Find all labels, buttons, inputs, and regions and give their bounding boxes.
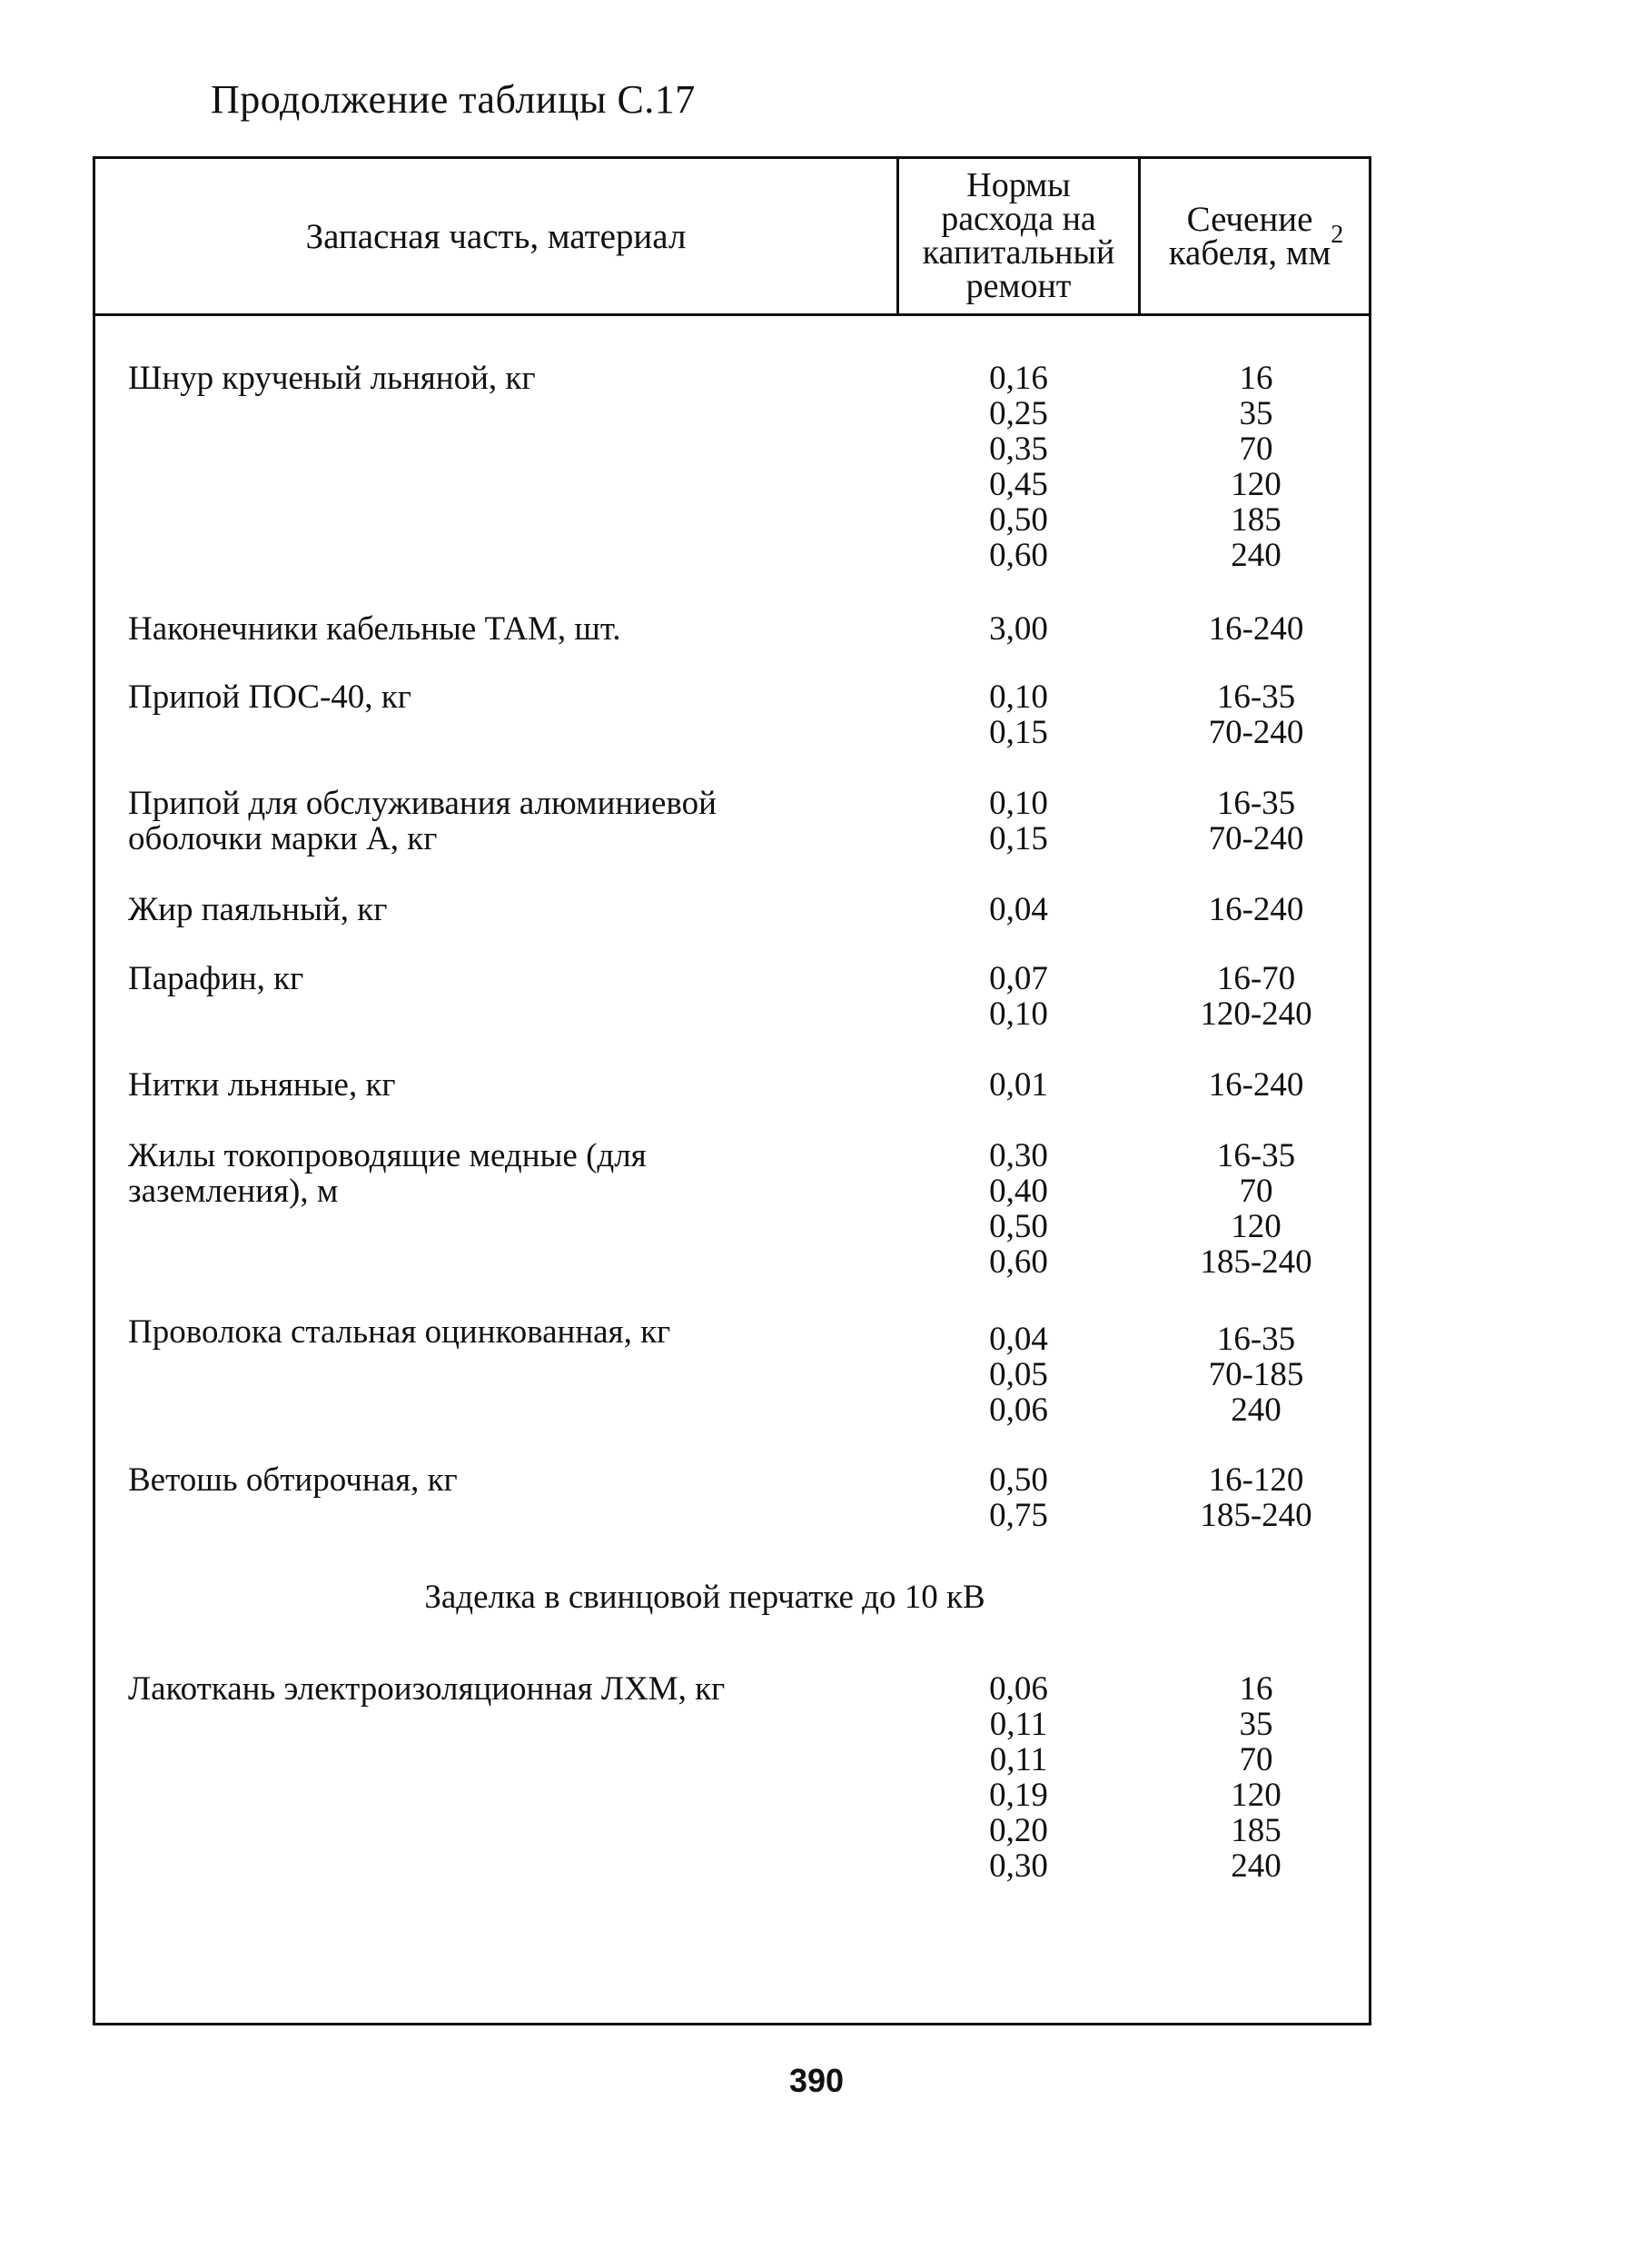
section-value: 70 xyxy=(1239,1741,1273,1778)
section-value: 16 xyxy=(1239,1670,1273,1708)
material-name: Парафин, кг xyxy=(128,960,304,997)
norm-value: 0,50 xyxy=(989,1208,1048,1245)
norm-value: 0,50 xyxy=(989,501,1048,539)
section-value: 70 xyxy=(1239,1173,1273,1210)
norm-value: 0,15 xyxy=(989,820,1048,857)
norm-value: 0,25 xyxy=(989,395,1048,432)
header-section-label: Сечение кабеля, мм xyxy=(1168,200,1331,272)
section-values xyxy=(1141,961,1371,1032)
section-value: 70-240 xyxy=(1208,820,1304,857)
norm-value: 0,05 xyxy=(989,1356,1048,1393)
section-value: 70-185 xyxy=(1208,1356,1304,1393)
norm-value: 0,20 xyxy=(989,1812,1048,1849)
norm-value: 0,75 xyxy=(989,1497,1048,1534)
norm-values xyxy=(899,679,1138,750)
norm-value: 0,10 xyxy=(989,785,1048,822)
section-value: 120-240 xyxy=(1200,995,1312,1033)
header-divider xyxy=(95,313,1369,316)
section-value: 35 xyxy=(1239,1706,1273,1743)
section-value: 16-240 xyxy=(1208,1066,1304,1104)
section-values xyxy=(1141,1462,1371,1533)
section-value: 185-240 xyxy=(1200,1243,1312,1281)
section-value: 16-240 xyxy=(1208,610,1304,648)
norm-values xyxy=(899,1138,1138,1280)
header-column-divider xyxy=(896,159,899,315)
header-column-divider xyxy=(1138,159,1141,315)
norm-value: 0,06 xyxy=(989,1392,1048,1429)
material-name: Припой ПОС-40, кг xyxy=(128,678,411,716)
norm-values xyxy=(899,961,1138,1032)
norm-value: 0,40 xyxy=(989,1173,1048,1210)
norm-value: 0,07 xyxy=(989,960,1048,997)
table-caption: Продолжение таблицы С.17 xyxy=(211,77,696,122)
section-value: 120 xyxy=(1231,466,1282,503)
section-values xyxy=(1141,1138,1371,1280)
norm-value: 3,00 xyxy=(989,610,1048,648)
section-value: 185 xyxy=(1231,501,1282,539)
section-subheading: Заделка в свинцовой перчатке до 10 кВ xyxy=(424,1579,985,1616)
norm-value: 0,30 xyxy=(989,1137,1048,1174)
norm-values xyxy=(899,1322,1138,1428)
norm-value: 0,06 xyxy=(989,1670,1048,1708)
norm-value: 0,01 xyxy=(989,1066,1048,1104)
section-value: 16-35 xyxy=(1216,1321,1296,1358)
section-value: 35 xyxy=(1239,395,1273,432)
norm-values xyxy=(899,1671,1138,1884)
section-value: 240 xyxy=(1231,1392,1282,1429)
norm-value: 0,30 xyxy=(989,1847,1048,1885)
section-values xyxy=(1141,786,1371,857)
norm-value: 0,60 xyxy=(989,537,1048,574)
section-value: 240 xyxy=(1231,1847,1282,1885)
material-name: Шнур крученый льняной, кг xyxy=(128,360,536,397)
norm-value: 0,16 xyxy=(989,360,1048,397)
section-value: 185-240 xyxy=(1200,1497,1312,1534)
norm-values xyxy=(899,1462,1138,1533)
section-values xyxy=(1141,1067,1371,1103)
section-value: 16-240 xyxy=(1208,891,1304,928)
norm-value: 0,04 xyxy=(989,1321,1048,1358)
section-value: 240 xyxy=(1231,537,1282,574)
material-name: Наконечники кабельные ТАМ, шт. xyxy=(128,610,621,648)
section-value: 16-70 xyxy=(1216,960,1296,997)
section-values xyxy=(1141,679,1371,750)
material-name: Жилы токопроводящие медные (для заземления), м xyxy=(128,1137,647,1210)
norm-value: 0,11 xyxy=(989,1741,1048,1778)
norm-value: 0,15 xyxy=(989,714,1048,751)
section-value: 16-35 xyxy=(1216,1137,1296,1174)
page-number: 390 xyxy=(788,2062,845,2099)
section-value: 16-35 xyxy=(1216,678,1296,716)
material-name: Проволока стальная оцинкованная, кг xyxy=(128,1313,671,1351)
section-values xyxy=(1141,1322,1371,1428)
section-value: 16-35 xyxy=(1216,785,1296,822)
norm-value: 0,35 xyxy=(989,431,1048,468)
section-values xyxy=(1141,361,1371,573)
material-name: Жир паяльный, кг xyxy=(128,891,388,928)
section-value: 120 xyxy=(1231,1208,1282,1245)
section-value: 120 xyxy=(1231,1777,1282,1814)
spare-parts-table xyxy=(93,156,1371,2025)
material-name: Ветошь обтирочная, кг xyxy=(128,1461,458,1499)
section-value: 16 xyxy=(1239,360,1273,397)
norm-value: 0,10 xyxy=(989,678,1048,716)
norm-values xyxy=(899,892,1138,927)
norm-value: 0,45 xyxy=(989,466,1048,503)
norm-value: 0,04 xyxy=(989,891,1048,928)
section-values xyxy=(1141,611,1371,647)
norm-values xyxy=(899,786,1138,857)
norm-values xyxy=(899,611,1138,647)
header-section xyxy=(1141,159,1371,313)
section-value: 70 xyxy=(1239,431,1273,468)
norm-values xyxy=(899,1067,1138,1103)
header-norms: Нормы расхода на капитальный ремонт xyxy=(922,166,1115,305)
material-name: Нитки льняные, кг xyxy=(128,1066,396,1104)
section-values xyxy=(1141,1671,1371,1884)
header-material: Запасная часть, материал xyxy=(305,216,687,256)
material-name: Лакоткань электроизоляционная ЛХМ, кг xyxy=(128,1670,726,1708)
section-value: 70-240 xyxy=(1208,714,1304,751)
section-value: 185 xyxy=(1231,1812,1282,1849)
section-value: 16-120 xyxy=(1208,1461,1304,1499)
norm-value: 0,50 xyxy=(989,1461,1048,1499)
material-name: Припой для обслуживания алюминиевой оболочки марки А, кг xyxy=(128,785,717,857)
norm-value: 0,60 xyxy=(989,1243,1048,1281)
section-values xyxy=(1141,892,1371,927)
header-section-superscript: 2 xyxy=(1331,220,1344,249)
norm-value: 0,11 xyxy=(989,1706,1048,1743)
norm-values xyxy=(899,361,1138,573)
norm-value: 0,19 xyxy=(989,1777,1048,1814)
norm-value: 0,10 xyxy=(989,995,1048,1033)
